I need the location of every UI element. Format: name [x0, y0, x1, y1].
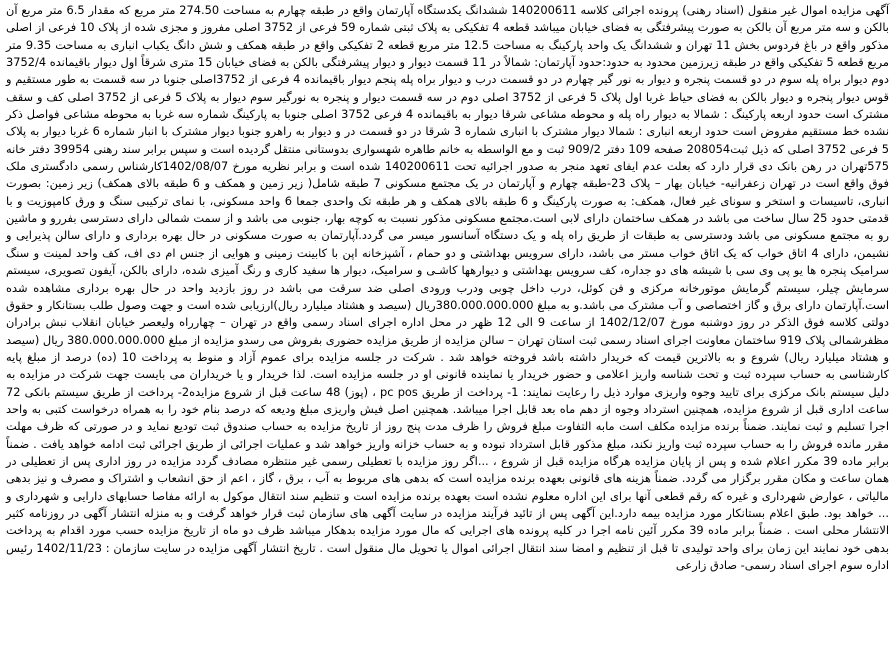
- auction-notice-text: آگهی مزایده اموال غیر منقول (اسناد رهنی) پرونده اجرائی کلاسه 140200611 ششدانگ یکدستگاه آپارتمان واقع در طبقه چهارم به مساحت 274.50 متر مربع که مقدار 6.5 متر مربع آن بالکن و سه متر مربع آن بالکن به صورت پیشرفتگی به فضای خیابان میباشد قطعه 4 تفکیکی به پلاک ثبتی شماره 59 فرعی از 3752 اصلی مفروز و مجزی شده از پلاک 10 فرعی از اصلی مذکور واقع در باغ فردوس بخش 11 تهران و ششدانگ یک واحد پارکینگ به مساحت 12.5 متر مربع قطعه 2 تفکیکی واقع در طبقه همکف و شش دانگ یکباب انباری به مساحت 9.35 متر مربع قطعه 5 تفکیکی واقع در طبقه زیرزمین محدود به حدود:حدود آپارتمان: شمالاً در 11 قسمت دیوار و دیوار پیشرفتگی بالکن به فضای خیابان 15 متری شرقاً اول دیوار باقیمانده 3752/4 دوم دیوار براه پله سوم در دو قسمت پنجره و دیوار به نور گیر چهارم در دو قسمت درب و دیوار براه پله پنجم دیوار باقیمانده 4 فرعی از 3752اصلی جنوبا در سه قسمت به طور مستقیم و قوس دیوار پنجره و دیوار بالکن به فضای حیاط غربا اول پلاک 5 فرعی از 3752 اصلی دوم در سه قسمت دیوار و پنجره به نورگیر سوم دیوار به پلاک 5 فرعی از 3752 اصلی کف و سقف مشترک است حدود اربعه پارکینگ : شمالا به دیوار راه پله و محوطه مشاعی شرقا دیوار به باقیمانده 4 فرعی 3752 اصلی جنوبا به پارکینگ شماره سه غربا به محوطه مشاعی فواصل ذکر نشده خط مستقیم مفروض است حدود اربعه انباری : شمالا دیوار مشترک با انباری شماره 3 شرقا در دو قسمت در و دیوار به راهرو جنوبا دیوار مشترک با انبار شماره 6 غربا دیوار به پلاک 5 فرعی 3752 اصلی که ذیل ثبت208054 صفحه 109 دفتر 909/2 ثبت و مع الواسطه به خانم طاهره شهسواری بدوستانی منتقل گردیده است و سپس برابر سند رهنی 39954 دفتر خانه 575تهران در رهن بانک دی قرار دارد که بعلت عدم ایفای تعهد منجر به صدور اجرائیه تحت 140200611 شده است و برابر نظریه مورخ 1402/08/07کارشناس رسمی دادگستری ملک فوق واقع است در تهران زعفرانیه- خیابان بهار – پلاک 23-طبقه چهارم و آپارتمان در یک مجتمع مسکونی 7 طبقه شامل( زیر زمین و همکف و 6 طبقه بالای همکف) زیر زمین: بصورت انباری، تاسیسات و استخر و سونای غیر فعال، همکف: به صورت پارکینگ و 6 طبقه بالای همکف و هر طبقه تک واحدی جمعا 6 واحد مسکونی، با نمای ترکیبی سنگ و ورق کامپوزیت و با قدمتی حدود 25 سال ساخت می باشد در همکف ساختمان دارای لابی است.مجتمع مسکونی مذکور نسبت به کوچه بهار، جنوبی می باشد و از سمت شمالی دارای دسترسی بفررو و ماشین رو به مجتمع مسکونی می باشد ودسترسی به طبقات از طریق راه پله و یک دستگاه آسانسور میسر می گردد.آپارتمان به صورت مسکونی در حال بهره برداری و دارای سالن پذیرایی و نشیمن، دارای 4 اتاق خواب که یک اتاق خواب مستر می باشد، دارای سرویس بهداشتی و دو حمام ، آشپزخانه اپن با کابینت زمینی و هوایی از جنس ام دی اف، کف واحد لمینت و سنگ سرامیک پنجره ها یو پی وی سی با شیشه های دو جداره، کف سرویس بهداشتی و دیوارهها کاشـی و سرامیک، دیوار ها سفید کاری و رنگ آمیزی شده، دارای بالکن، آیفون تصویری، سیستم سرمایش چیلر، سیستم گرمایش موتورخانه مرکزی و فن کوئل، درب داخل چوبی ودرب ورودی اصلی ضد سرقت می باشد در روز بازدید واحد در حال بهره برداری مشاهده شده است.آپارتمان دارای برق و گاز اختصاصی و آب مشترک می باشد.و به مبلغ 380.000.000.000ریال (سیصد و هشتاد میلیارد ریال)ارزیابی شده است و جهت وصول طلب بستانکار و حقوق دولتی کلاسه فوق الذکر در روز دوشنبه مورخ 1402/12/07 از ساعت 9 الی 12 ظهر در محل اداره اجرای اسناد رسمی واقع در تهران – چهارراه ولیعصر خیابان انقلاب نبش برادران مظفرشمالی پلاک 919 ساختمان معاونت اجرای اسناد رسمی ثبت استان تهران – سالن مزایده از طریق مزایده حضوری بفروش می رسدو مزایده از مبلغ 380.000.000.000 ریال (سیصد و هشتاد میلیارد ریال) شروع و به بالاترین قیمت که خریدار داشته باشد فروخته خواهد شد . شرکت در جلسه مزایده برای عموم آزاد و منوط به پرداخت 10 (ده) درصد از مبلغ پایه کارشناسی به حساب سپرده ثبت و تحت شناسه واریز اعلامی و حضور خریدار یا نماینده قانونی او در جلسه مزایده است. لذا خریدار و یا خریداران می بایست جهت شرکت در مزایده به دلیل سیستم بانک مرکزی برای تایید وجوه واریزی موارد ذیل را رعایت نمایند: 1- پرداخت از طریق pc pos ، (پوز) 48 ساعت قبل از شروع مزایده2- پرداخت از طریق سیستم بانکی 72 ساعت اداری قبل از شروع مزایده، همچنین استرداد وجوه از دهم ماه بعد قابل اجرا میباشد. همچنین اصل فیش واریزی مبلغ ودیعه که درصد بنام خود را به همراه درخواست کتبی به واحد اجرا تسلیم و ثبت نمایند. ضمناً برنده مزایده مکلف است مابه التفاوت مبلغ فروش را ظرف مدت پنج روز از تاریخ مزایده به حساب صندوق ثبت تودیع نماید و در صورتی که ظرف مهلت مقرر مانده فروش را به حساب سپرده ثبت واریز نکند، مبلغ مذکور قابل استرداد نبوده و به حساب خزانه واریز خواهد شد و عملیات اجرائی از طریق اجرائی ثبت ادامه خواهد یافت . ضمناً برابر ماده 39 مکرر اعلام شده و پس از پایان مزایده هرگاه مزایده قبل از شروع ، ...اگر روز مزایده با تعطیلی رسمی غیر منتظره مصادف گردد مزایده در روز اداری پس از تعطیلی در همان ساعت و مکان مقرر برگزار می گردد. ضمناً هزینه های قانونی بعهده برنده مزایده است که بدهی های مربوط به آب ، برق ، گاز ، اعم از حق انشعاب و اشتراک و مصرف و نیز بدهی مالیاتی ، عوارض شهرداری و غیره که رقم قطعی آنها برای این اداره معلوم نشده است بعهده برنده مزایده است و تنظیم سند انتقال موکول به ارائه مفاصا حسابهای دارایی و شهرداری و ... خواهد بود. طبق اعلام بستانکار مورد مزایده بیمه دارد.این آگهی پس از تائید فرآیند مزایده در سایت آگهی های سازمان ثبت قرار خواهد گرفت و به منزله انتشار آگهی در روزنامه کثیر الانتشار محلی است . ضمناً برابر ماده 39 مکرر آئین نامه اجرا در کلیه پرونده های اجرایی که مال مورد مزایده بدهکار میباشد ظرف دو ماه از تاریخ مزایده حسب مورد اقدام به پرداخت بدهی خود نمایند این زمان برای واحد تولیدی تا قبل از تنظیم و امضا سند انتقال اجرائی اموال یا تحویل مال منقول است . تاریخ انتشار آگهی مزایده در سایت سازمان : 1402/11/23 رئیس اداره سوم اجرای اسناد رسمی- صادق زارعی: [6, 3, 890, 572]
